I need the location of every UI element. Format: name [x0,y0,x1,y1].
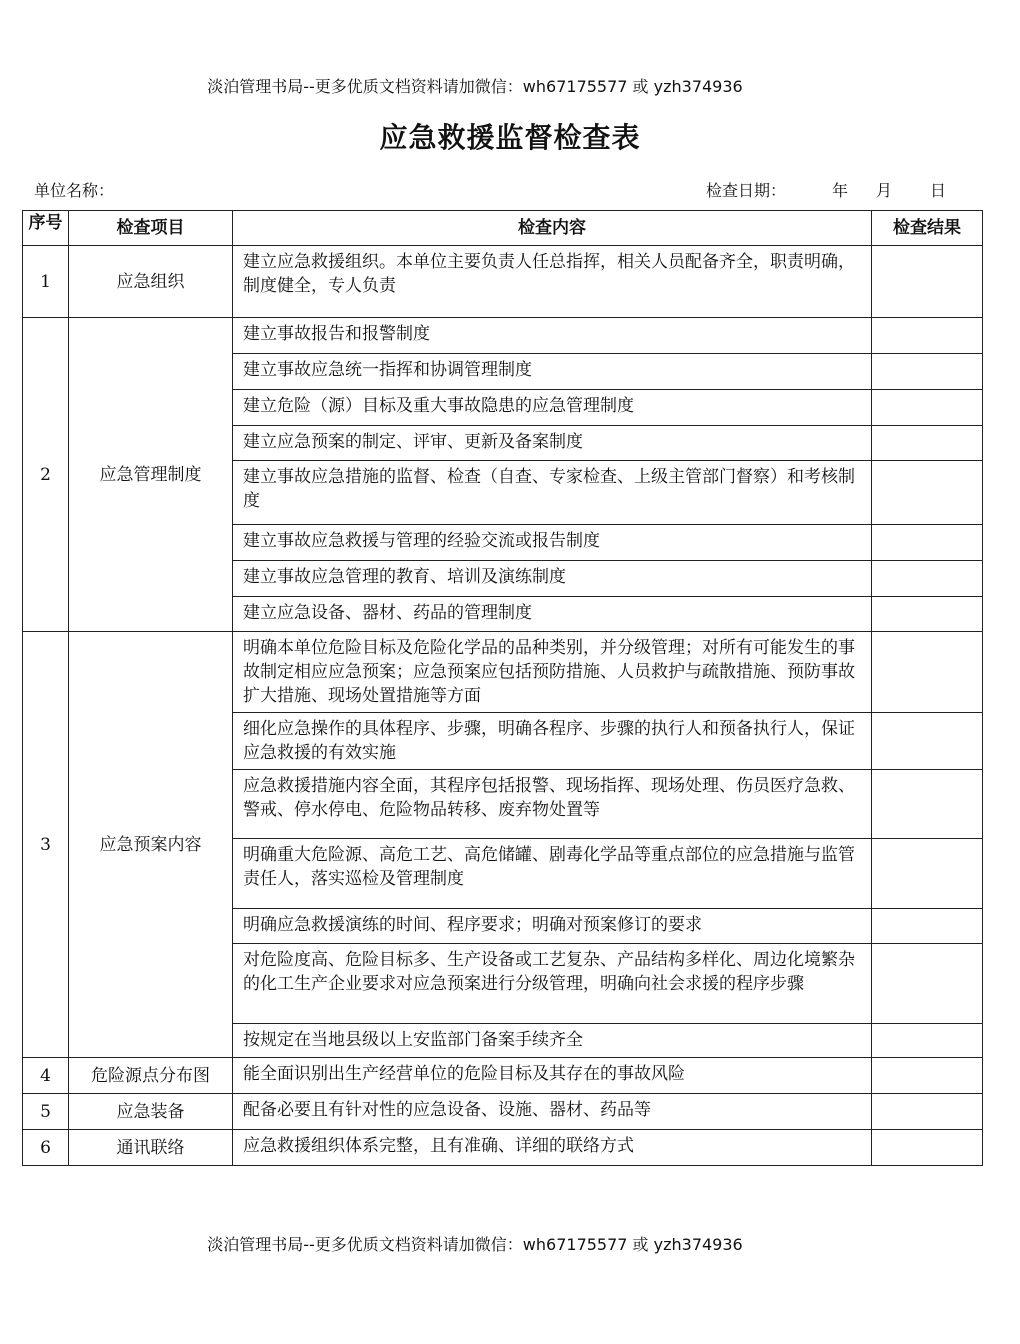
check-item: 应急预案内容 [69,632,233,1058]
inspection-date-field [706,178,946,201]
check-content: 建立应急设备、器材、药品的管理制度 [233,597,872,632]
check-content: 建立事故报告和报警制度 [233,318,872,354]
table-row [23,246,983,318]
page-header-watermark: 淡泊管理书局--更多优质文档资料请加微信：wh67175577 或 yzh374936 [207,77,743,96]
check-item: 应急管理制度 [69,318,233,632]
check-result-cell[interactable] [872,713,983,770]
check-content: 建立应急救援组织。本单位主要负责人任总指挥，相关人员配备齐全，职责明确，制度健全，专人负责 [233,246,872,318]
check-content: 按规定在当地县级以上安监部门备案手续齐全 [233,1024,872,1058]
table-header-row [23,211,983,246]
check-content: 建立事故应急统一指挥和协调管理制度 [233,354,872,390]
table-body [23,246,983,1166]
check-result-cell[interactable] [872,525,983,561]
page-footer-watermark: 淡泊管理书局--更多优质文档资料请加微信：wh67175577 或 yzh374936 [207,1235,743,1254]
check-result-cell[interactable] [872,1058,983,1094]
check-content: 建立事故应急救援与管理的经验交流或报告制度 [233,525,872,561]
table-row [23,1130,983,1166]
check-result-cell[interactable] [872,1130,983,1166]
check-content: 明确本单位危险目标及危险化学品的品种类别，并分级管理；对所有可能发生的事故制定相应应急预案；应急预案应包括预防措施、人员救护与疏散措施、预防事故扩大措施、现场处置措施等方面 [233,632,872,713]
check-content: 建立事故应急措施的监督、检查（自查、专家检查、上级主管部门督察）和考核制度 [233,461,872,525]
check-result-cell[interactable] [872,561,983,597]
date-year-label: 年 [832,181,849,200]
row-number: 5 [23,1094,69,1130]
column-header-result: 检查结果 [872,211,983,246]
column-header-item: 检查项目 [69,211,233,246]
row-number: 4 [23,1058,69,1094]
check-content: 明确应急救援演练的时间、程序要求；明确对预案修订的要求 [233,909,872,944]
table-row [23,632,983,713]
check-result-cell[interactable] [872,632,983,713]
row-number: 6 [23,1130,69,1166]
table-row [23,1058,983,1094]
document-title: 应急救援监督检查表 [379,121,641,154]
check-result-cell[interactable] [872,426,983,461]
column-header-content: 检查内容 [233,211,872,246]
check-content: 建立危险（源）目标及重大事故隐患的应急管理制度 [233,390,872,426]
check-content: 建立应急预案的制定、评审、更新及备案制度 [233,426,872,461]
check-result-cell[interactable] [872,246,983,318]
check-content: 细化应急操作的具体程序、步骤，明确各程序、步骤的执行人和预备执行人，保证应急救援的有效实施 [233,713,872,770]
column-header-seq: 序号 [23,211,69,246]
check-result-cell[interactable] [872,839,983,909]
row-number: 3 [23,632,69,1058]
check-result-cell[interactable] [872,770,983,839]
check-item: 危险源点分布图 [69,1058,233,1094]
check-content: 对危险度高、危险目标多、生产设备或工艺复杂、产品结构多样化、周边化境繁杂的化工生产企业要求对应急预案进行分级管理，明确向社会求援的程序步骤 [233,944,872,1024]
check-result-cell[interactable] [872,1024,983,1058]
inspection-table-container [22,210,961,1166]
row-number: 1 [23,246,69,318]
date-day-label: 日 [930,181,947,200]
check-result-cell[interactable] [872,318,983,354]
table-row [23,1094,983,1130]
check-content: 建立事故应急管理的教育、培训及演练制度 [233,561,872,597]
check-result-cell[interactable] [872,1094,983,1130]
unit-name-label: 单位名称： [34,181,115,200]
check-content: 配备必要且有针对性的应急设备、设施、器材、药品等 [233,1094,872,1130]
check-result-cell[interactable] [872,909,983,944]
check-content: 应急救援措施内容全面，其程序包括报警、现场指挥、现场处理、伤员医疗急救、警戒、停水停电、危险物品转移、废弃物处置等 [233,770,872,839]
check-content: 能全面识别出生产经营单位的危险目标及其存在的事故风险 [233,1058,872,1094]
check-result-cell[interactable] [872,944,983,1024]
check-result-cell[interactable] [872,461,983,525]
date-month-label: 月 [876,181,893,200]
check-content: 明确重大危险源、高危工艺、高危储罐、剧毒化学品等重点部位的应急措施与监管责任人，落实巡检及管理制度 [233,839,872,909]
check-item: 通讯联络 [69,1130,233,1166]
inspection-table [22,210,983,1166]
check-item: 应急装备 [69,1094,233,1130]
check-result-cell[interactable] [872,390,983,426]
inspection-date-label: 检查日期： [706,181,787,200]
check-item: 应急组织 [69,246,233,318]
check-result-cell[interactable] [872,597,983,632]
check-result-cell[interactable] [872,354,983,390]
row-number: 2 [23,318,69,632]
check-content: 应急救援组织体系完整，且有准确、详细的联络方式 [233,1130,872,1166]
table-row [23,318,983,354]
